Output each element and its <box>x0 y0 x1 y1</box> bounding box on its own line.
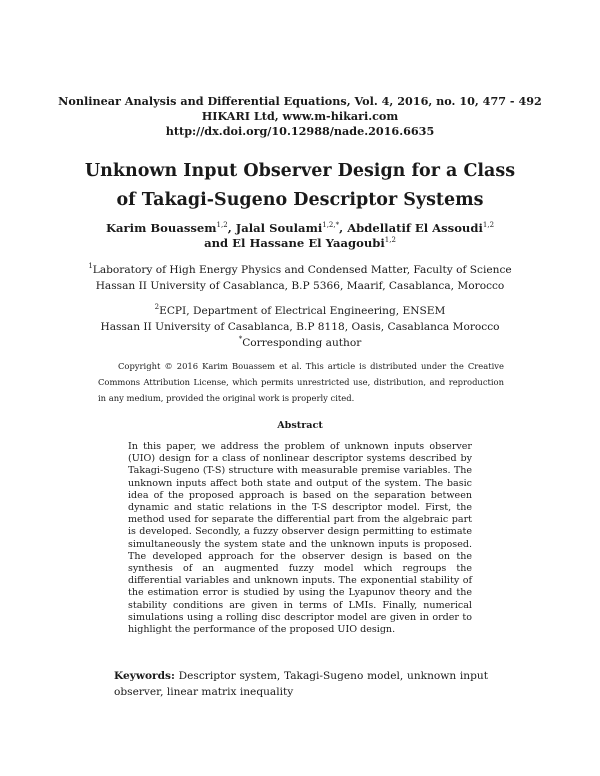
journal-citation: Nonlinear Analysis and Differential Equations, Vol. 4, 2016, no. 10, 477 - 492 <box>58 94 542 108</box>
keywords-section <box>114 668 488 700</box>
keywords-label: Keywords: <box>114 670 175 682</box>
author-affiliation-mark: 1,2,* <box>322 221 340 229</box>
copyright-notice: Copyright © 2016 Karim Bouassem et al. This article is distributed under the Creative Commons Attribution License, which permits unrestricted use, distribution, and reproduction in any medium, provided the original work is properly cited. <box>98 361 504 403</box>
author-name: Karim Bouassem <box>105 221 217 235</box>
author-affiliation-mark: 1,2 <box>482 221 495 229</box>
affiliation-line: Hassan II University of Casablanca, B.P 5366, Maarif, Casablanca, Morocco <box>95 280 505 292</box>
affiliation-line: Laboratory of High Energy Physics and Condensed Matter, Faculty of Science <box>92 264 512 276</box>
abstract-heading: Abstract <box>277 420 323 431</box>
keywords-text: Descriptor system, Takagi-Sugeno model, unknown input observer, linear matrix inequality <box>114 670 488 698</box>
title-line-2: of Takagi-Sugeno Descriptor Systems <box>116 190 484 210</box>
author-affiliation-mark: 1,2 <box>384 236 396 244</box>
author-line-1 <box>0 221 600 236</box>
affiliation-line: Hassan II University of Casablanca, B.P 8118, Oasis, Casablanca Morocco <box>100 321 500 333</box>
title-line-1: Unknown Input Observer Design for a Class <box>84 161 516 181</box>
affiliation-1 <box>0 262 600 294</box>
author-affiliation-mark: 1,2 <box>216 221 228 229</box>
author-separator: , <box>339 221 348 235</box>
affiliation-2 <box>0 303 600 351</box>
author-name: Abdellatif El Assoudi <box>347 221 483 235</box>
journal-publisher: HIKARI Ltd, www.m-hikari.com <box>201 109 399 123</box>
author-separator: , <box>227 221 236 235</box>
paper-title <box>0 157 600 215</box>
affiliation-mark: 2 <box>154 303 160 311</box>
corresponding-author-label: Corresponding author <box>242 337 362 349</box>
affiliation-mark: 1 <box>88 262 93 270</box>
author-name: Jalal Soulami <box>235 221 323 235</box>
affiliation-line: ECPI, Department of Electrical Engineering, ENSEM <box>159 305 446 317</box>
journal-header <box>0 94 600 139</box>
journal-doi[interactable]: http://dx.doi.org/10.12988/nade.2016.6635 <box>165 124 435 138</box>
author-name: and El Hassane El Yaagoubi <box>204 236 385 250</box>
abstract-body: In this paper, we address the problem of unknown inputs observer (UIO) design for a class of nonlinear descriptor systems described by Takagi-Sugeno (T-S) structure with measurable premise variables. The unknown inputs affect both state and output of the system. The basic idea of the proposed approach is based on the separation between dynamic and static relations in the T-S descriptor model. First, the method used for separate the differential part from the algebraic part is developed. Secondly, a fuzzy observer design permitting to estimate simultaneously the system state and the unknown inputs is proposed. The developed approach for the observer design is based on the synthesis of an augmented fuzzy model which regroups the differential variables and unknown inputs. The exponential stability of the estimation error is studied by using the Lyapunov theory and the stability conditions are given in terms of LMIs. Finally, numerical simulations using a rolling disc descriptor model are given in order to highlight the performance of the proposed UIO design. <box>128 441 472 636</box>
author-line-2 <box>0 236 600 251</box>
author-list <box>0 221 600 251</box>
corresponding-mark: * <box>238 335 243 343</box>
corresponding-author-note <box>0 335 600 351</box>
